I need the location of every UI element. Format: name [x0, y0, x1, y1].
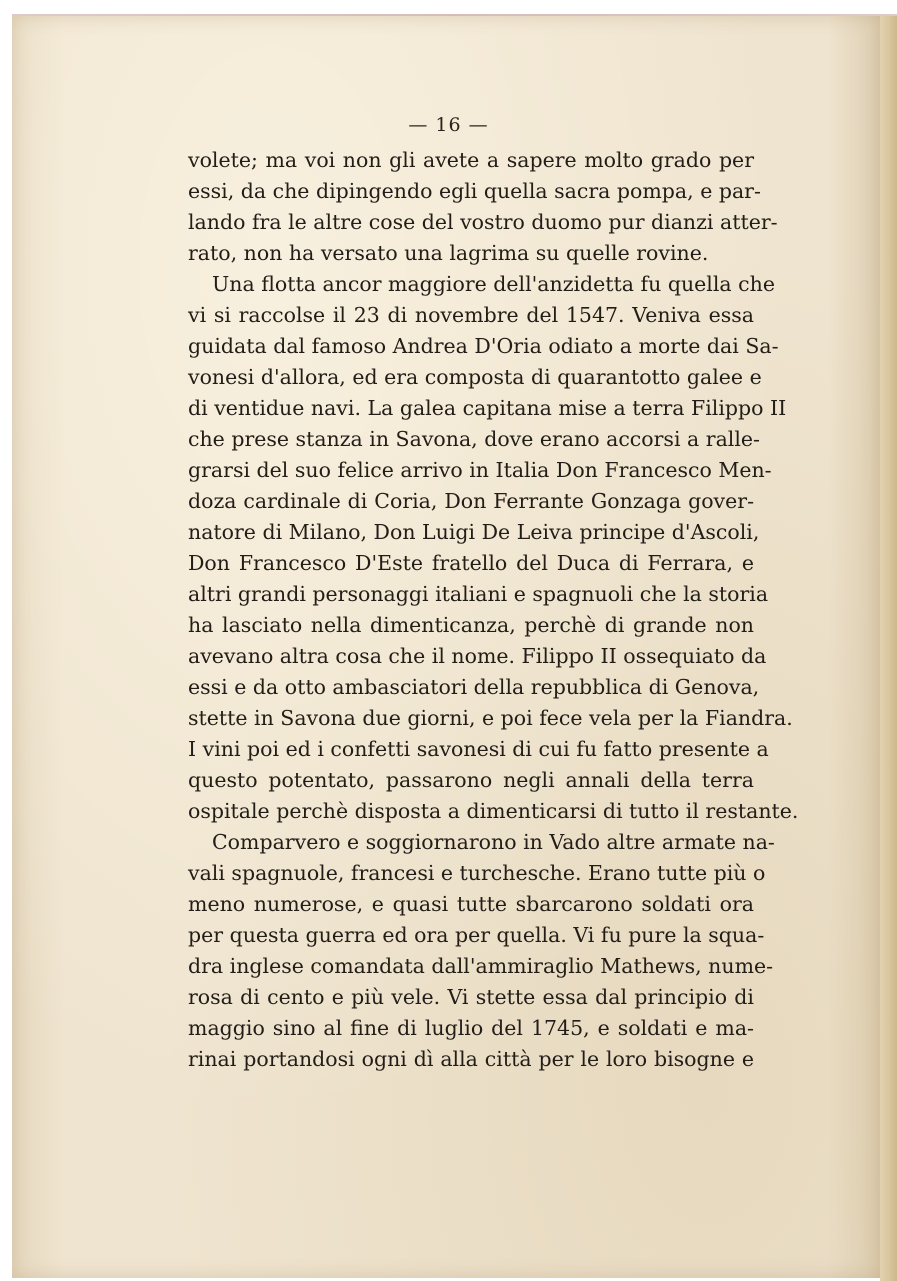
text-line: meno numerose, e quasi tutte sbarcarono soldati ora — [188, 892, 754, 916]
text-line: avevano altra cosa che il nome. Filippo II ossequiato da — [188, 644, 767, 668]
text-line: volete; ma voi non gli avete a sapere molto grado per — [188, 148, 754, 172]
text-line: doza cardinale di Coria, Don Ferrante Gonzaga gover- — [188, 489, 754, 513]
text-line: rosa di cento e più vele. Vi stette essa dal principio di — [188, 985, 754, 1009]
text-line: rinai portandosi ogni dì alla città per le loro bisogne e — [188, 1047, 754, 1071]
text-line: Una flotta ancor maggiore dell'anzidetta fu quella che — [212, 272, 775, 296]
text-line: essi, da che dipingendo egli quella sacra pompa, e par- — [188, 179, 761, 203]
text-line: ha lasciato nella dimenticanza, perchè di grande non — [188, 613, 754, 637]
text-line: guidata dal famoso Andrea D'Oria odiato a morte dai Sa- — [188, 334, 779, 358]
text-line: I vini poi ed i confetti savonesi di cui fu fatto presente a — [188, 737, 769, 761]
body-text — [188, 145, 799, 1075]
text-line: vi si raccolse il 23 di novembre del 1547. Veniva essa — [188, 303, 754, 327]
text-line: ospitale perchè disposta a dimenticarsi di tutto il restante. — [188, 799, 799, 823]
page-right-edge — [880, 16, 897, 1281]
text-line: altri grandi personaggi italiani e spagnuoli che la storia — [188, 582, 769, 606]
text-line: maggio sino al fine di luglio del 1745, e soldati e ma- — [188, 1016, 754, 1040]
page-number: — 16 — — [408, 114, 489, 136]
text-line: vonesi d'allora, ed era composta di quarantotto galee e — [188, 365, 762, 389]
text-line: dra inglese comandata dall'ammiraglio Mathews, nume- — [188, 954, 774, 978]
text-line: di ventidue navi. La galea capitana mise a terra Filippo II — [188, 396, 787, 420]
text-line: Don Francesco D'Este fratello del Duca di Ferrara, e — [188, 551, 754, 575]
text-line: natore di Milano, Don Luigi De Leiva principe d'Ascoli, — [188, 520, 760, 544]
text-line: Comparvero e soggiornarono in Vado altre armate na- — [212, 830, 775, 854]
text-line: per questa guerra ed ora per quella. Vi fu pure la squa- — [188, 923, 765, 947]
text-line: rato, non ha versato una lagrima su quelle rovine. — [188, 241, 709, 265]
text-line: che prese stanza in Savona, dove erano accorsi a ralle- — [188, 427, 760, 451]
text-line: essi e da otto ambasciatori della repubblica di Genova, — [188, 675, 760, 699]
text-line: grarsi del suo felice arrivo in Italia Don Francesco Men- — [188, 458, 772, 482]
text-line: stette in Savona due giorni, e poi fece vela per la Fiandra. — [188, 706, 793, 730]
text-line: questo potentato, passarono negli annali della terra — [188, 768, 754, 792]
text-line: lando fra le altre cose del vostro duomo pur dianzi atter- — [188, 210, 778, 234]
text-line: vali spagnuole, francesi e turchesche. Erano tutte più o — [188, 861, 766, 885]
